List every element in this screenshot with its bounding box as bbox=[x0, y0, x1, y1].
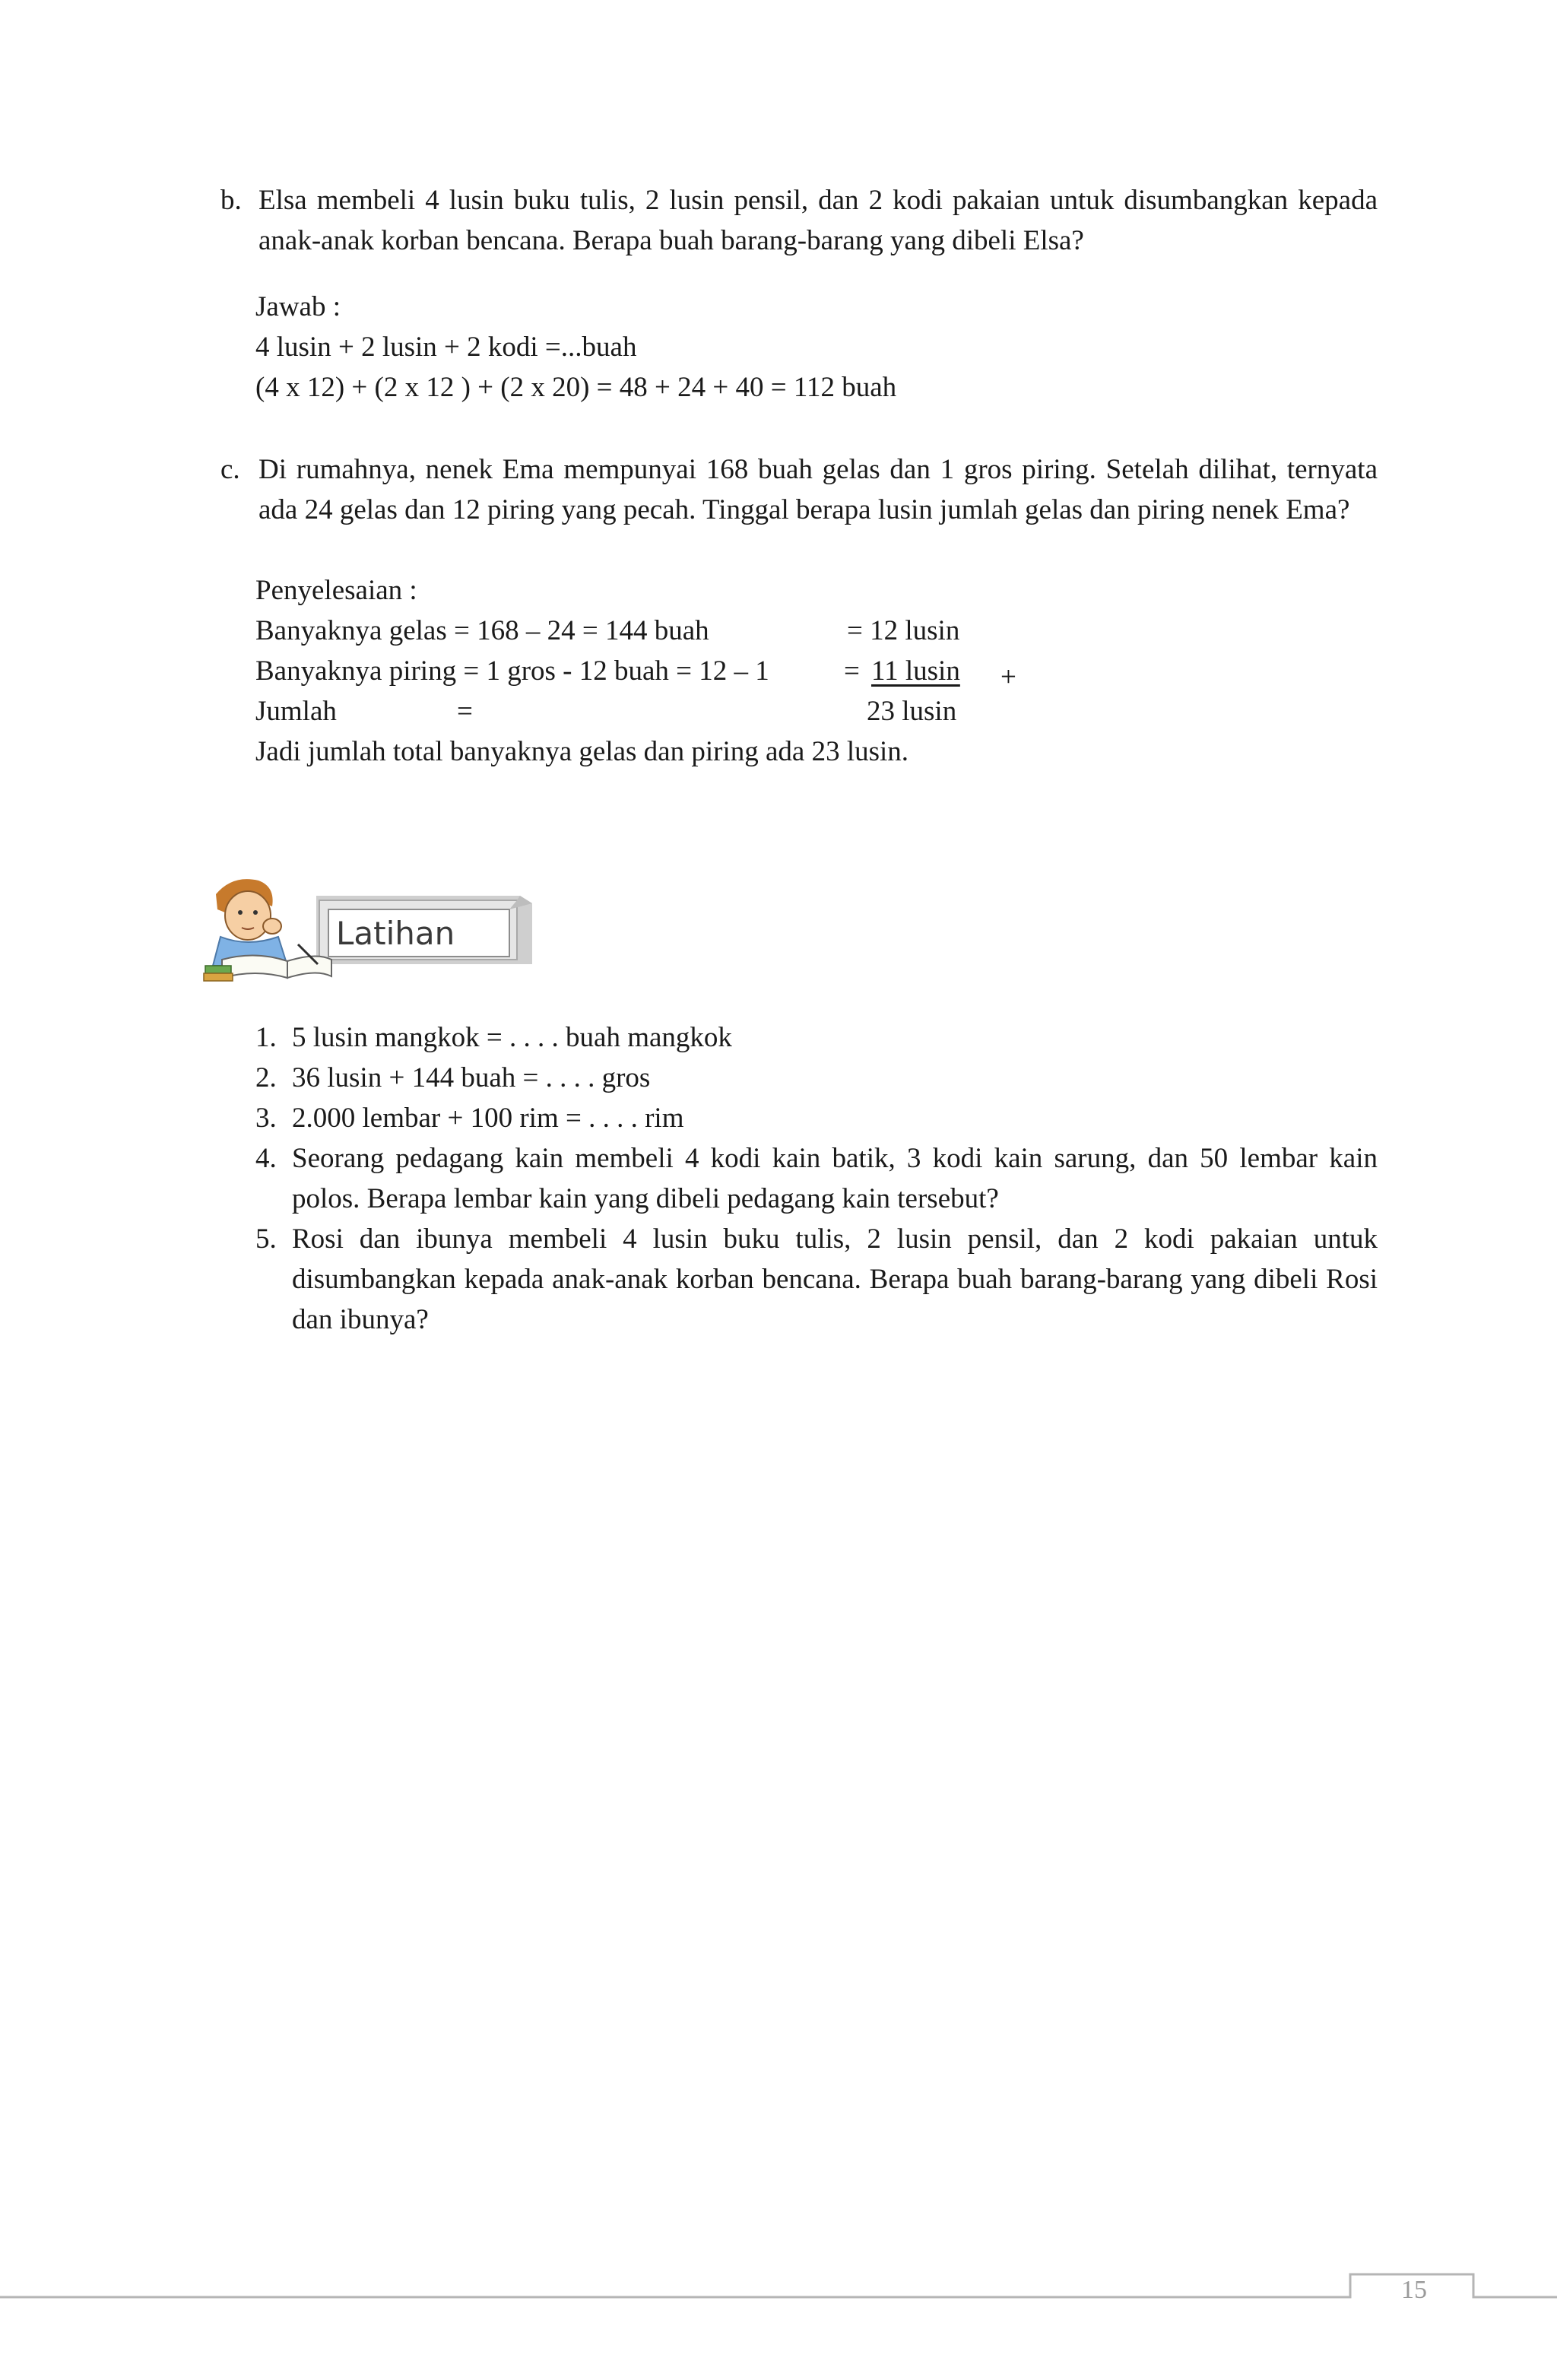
latihan-list bbox=[255, 1017, 1378, 1340]
calc-right: = 12 lusin bbox=[847, 615, 960, 646]
calc-row-piring bbox=[255, 651, 1016, 691]
latihan-banner bbox=[202, 871, 537, 985]
calc-left: Jumlah bbox=[255, 696, 337, 727]
page-number: 15 bbox=[1401, 2276, 1427, 2304]
item-number: 3. bbox=[255, 1103, 277, 1134]
item-number: 5. bbox=[255, 1223, 277, 1255]
section-b bbox=[220, 180, 1378, 261]
plus-sign: + bbox=[1000, 662, 1016, 693]
conclusion: Jadi jumlah total banyaknya gelas dan piring ada 23 lusin. bbox=[255, 736, 909, 767]
answer-line: (4 x 12) + (2 x 12 ) + (2 x 20) = 48 + 24 + 40 = 112 buah bbox=[255, 372, 897, 403]
section-b-question: Elsa membeli 4 lusin buku tulis, 2 lusin pensil, dan 2 kodi pakaian untuk disumbangkan kepada anak-anak korban bencana. Berapa buah barang-barang yang dibeli Elsa? bbox=[258, 185, 1378, 256]
latihan-label: Latihan bbox=[336, 915, 455, 952]
list-item bbox=[255, 1098, 1378, 1138]
section-c-question: Di rumahnya, nenek Ema mempunyai 168 buah gelas dan 1 gros piring. Setelah dilihat, ternyata ada 24 gelas dan 12 piring yang pecah. Tinggal berapa lusin jumlah gelas dan piring nenek Ema? bbox=[258, 454, 1378, 525]
list-item bbox=[255, 1058, 1378, 1098]
list-item bbox=[255, 1017, 1378, 1058]
item-text: Seorang pedagang kain membeli 4 kodi kain batik, 3 kodi kain sarung, dan 50 lembar kain polos. Berapa lembar kain yang dibeli pedagang kain tersebut? bbox=[292, 1143, 1378, 1214]
calc-row-gelas bbox=[255, 611, 1016, 651]
answer-line: 4 lusin + 2 lusin + 2 kodi =...buah bbox=[255, 332, 637, 363]
item-text: Rosi dan ibunya membeli 4 lusin buku tulis, 2 lusin pensil, dan 2 kodi pakaian untuk disumbangkan kepada anak-anak korban bencana. Berapa buah barang-barang yang dibeli Rosi dan ibunya? bbox=[292, 1223, 1378, 1335]
list-item bbox=[255, 1138, 1378, 1219]
calc-left: Banyaknya piring = 1 gros - 12 buah = 12 – 1 bbox=[255, 655, 769, 687]
calc-row-jumlah bbox=[255, 691, 1016, 731]
section-c bbox=[220, 449, 1378, 530]
calc-equals: = bbox=[457, 696, 473, 727]
solution-heading: Penyelesaian : bbox=[255, 575, 417, 606]
section-c-label: c. bbox=[220, 454, 240, 485]
item-number: 2. bbox=[255, 1062, 277, 1093]
item-number: 4. bbox=[255, 1143, 277, 1174]
section-b-answer bbox=[255, 287, 896, 408]
section-c-solution bbox=[255, 570, 1016, 772]
calc-left: Banyaknya gelas = 168 – 24 = 144 buah bbox=[255, 615, 709, 646]
list-item bbox=[255, 1219, 1378, 1340]
item-text: 5 lusin mangkok = . . . . buah mangkok bbox=[292, 1022, 732, 1053]
item-text: 2.000 lembar + 100 rim = . . . . rim bbox=[292, 1103, 684, 1134]
calc-right: 23 lusin bbox=[867, 696, 957, 727]
item-number: 1. bbox=[255, 1022, 277, 1053]
footer-rule bbox=[0, 2270, 1557, 2315]
calc-right-underlined: 11 lusin bbox=[871, 655, 960, 687]
section-b-label: b. bbox=[220, 185, 242, 216]
answer-heading: Jawab : bbox=[255, 291, 341, 322]
calc-right-prefix: = bbox=[844, 655, 860, 687]
item-text: 36 lusin + 144 buah = . . . . gros bbox=[292, 1062, 651, 1093]
